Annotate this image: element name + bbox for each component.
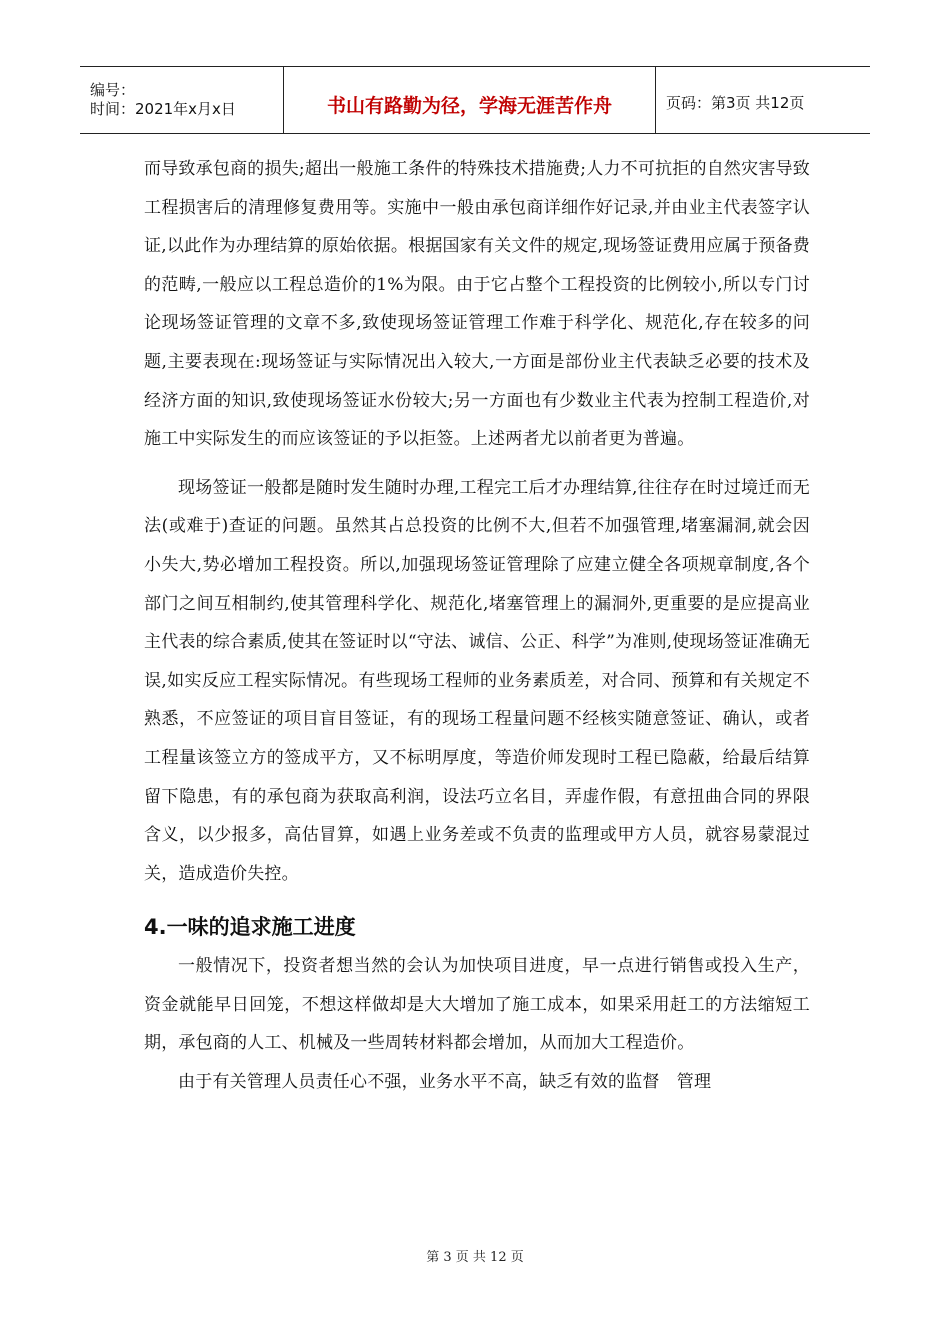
document-number: 编号：	[90, 81, 136, 99]
document-date: 时间：2021年x月x日	[90, 100, 236, 118]
paragraph: 现场签证一般都是随时发生随时办理,工程完工后才办理结算,往往存在时过境迁而无法(或难于)查证的问题。虽然其占总投资的比例不大,但若不加强管理,堵塞漏洞,就会因小失大,势必增加工程投资。所以,加强现场签证管理除了应建立健全各项规章制度,各个部门之间互相制约,使其管理科学化、规范化,堵塞管理上的漏洞外,更重要的是应提高业主代表的综合素质,使其在签证时以“守法、诚信、公正、科学”为准则,使现场签证准确无误,如实反应工程实际情况。有些现场工程师的业务素质差，对合同、预算和有关规定不熟悉，不应签证的项目盲目签证，有的现场工程量问题不经核实随意签证、确认，或者工程量该签立方的签成平方，又不标明厚度，等造价师发现时工程已隐蔽，给最后结算留下隐患，有的承包商为获取高利润，设法巧立名目，弄虚作假，有意扭曲合同的界限含义，以少报多，高估冒算，如遇上业务差或不负责的监理或甲方人员，就容易蒙混过关，造成造价失控。	[144, 477, 810, 884]
header-motto	[283, 67, 656, 133]
page-count: 页码：第3页 共12页	[666, 93, 805, 112]
header-meta	[80, 67, 283, 133]
paragraph: 而导致承包商的损失;超出一般施工条件的特殊技术措施费;人力不可抗拒的自然灾害导致工程损害后的清理修复费用等。实施中一般由承包商详细作好记录,并由业主代表签字认证,以此作为办理结算的原始依据。根据国家有关文件的规定,现场签证费用应属于预备费的范畴,一般应以工程总造价的1%为限。由于它占整个工程投资的比例较小,所以专门讨论现场签证管理的文章不多,致使现场签证管理工作难于科学化、规范化,存在较多的问题,主要表现在:现场签证与实际情况出入较大,一方面是部份业主代表缺乏必要的技术及经济方面的知识,致使现场签证水份较大;另一方面也有少数业主代表为控制工程造价,对施工中实际发生的而应该签证的予以拒签。上述两者尤以前者更为普遍。	[144, 159, 810, 450]
section-heading: 4.一味的追求施工进度	[144, 915, 356, 940]
paragraph: 由于有关管理人员责任心不强，业务水平不高，缺乏有效的监督 管理	[178, 1072, 712, 1093]
document-body	[144, 150, 810, 1102]
header-page-info	[656, 67, 870, 133]
page-header	[80, 66, 870, 134]
page-footer: 第 3 页 共 12 页	[426, 1250, 524, 1265]
paragraph: 一般情况下，投资者想当然的会认为加快项目进度，早一点进行销售或投入生产，资金就能早日回笼，不想这样做却是大大增加了施工成本，如果采用赶工的方法缩短工期，承包商的人工、机械及一些周转材料都会增加，从而加大工程造价。	[144, 956, 810, 1054]
motto-text: 书山有路勤为径，学海无涯苦作舟	[326, 94, 612, 117]
